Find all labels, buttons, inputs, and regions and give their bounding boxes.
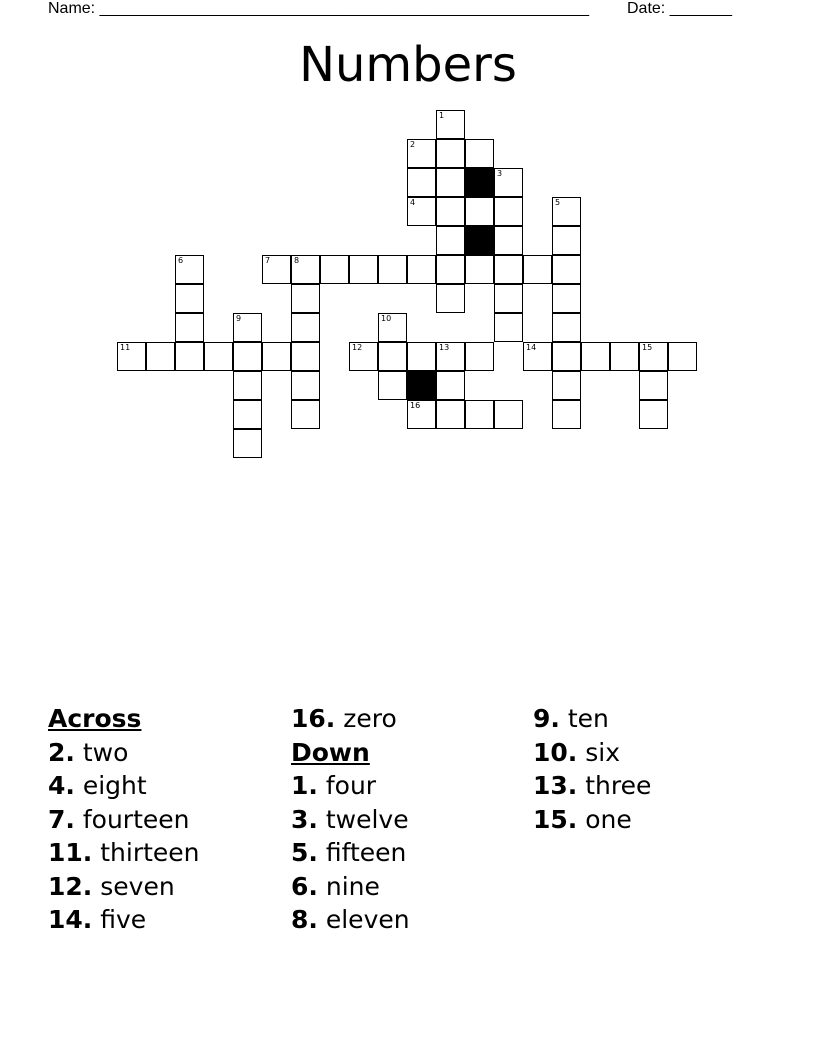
grid-cell[interactable]	[378, 255, 407, 284]
grid-cell[interactable]	[175, 255, 204, 284]
grid-cell[interactable]	[465, 255, 494, 284]
clue-column-1	[48, 702, 200, 937]
grid-cell[interactable]	[349, 255, 378, 284]
grid-cell[interactable]	[523, 342, 552, 371]
clue-down-6: 6. nine	[291, 871, 380, 901]
grid-cell[interactable]	[668, 342, 697, 371]
grid-cell[interactable]	[552, 371, 581, 400]
cell-number: 1	[439, 111, 445, 120]
grid-cell[interactable]	[233, 371, 262, 400]
grid-cell[interactable]	[581, 342, 610, 371]
grid-cell[interactable]	[407, 342, 436, 371]
grid-cell[interactable]	[117, 342, 146, 371]
grid-cell[interactable]	[552, 226, 581, 255]
grid-cell[interactable]	[465, 139, 494, 168]
grid-cell[interactable]	[320, 255, 349, 284]
grid-cell[interactable]	[494, 284, 523, 313]
across-heading: Across	[48, 704, 142, 733]
cell-number: 11	[120, 343, 131, 352]
grid-cell[interactable]	[291, 371, 320, 400]
clue-down-15: 15. one	[533, 804, 632, 834]
date-line: Date: _______	[627, 0, 732, 17]
grid-cell[interactable]	[523, 255, 552, 284]
clue-down-1: 1. four	[291, 771, 377, 800]
cell-number: 8	[294, 256, 300, 265]
grid-cell[interactable]	[494, 255, 523, 284]
grid-cell[interactable]	[262, 342, 291, 371]
grid-cell[interactable]	[291, 342, 320, 371]
down-heading: Down	[291, 737, 370, 767]
grid-cell[interactable]	[233, 429, 262, 458]
grid-cell[interactable]	[349, 342, 378, 371]
grid-cell[interactable]	[146, 342, 175, 371]
grid-cell[interactable]	[436, 197, 465, 226]
grid-cell[interactable]	[436, 400, 465, 429]
cell-number: 4	[410, 198, 416, 207]
clue-column-3	[533, 702, 651, 836]
clue-down-10: 10. six	[533, 737, 621, 767]
grid-cell[interactable]	[494, 197, 523, 226]
grid-cell[interactable]	[465, 342, 494, 371]
grid-cell[interactable]	[552, 313, 581, 342]
cell-number: 5	[555, 198, 561, 207]
grid-cell[interactable]	[552, 255, 581, 284]
grid-cell[interactable]	[552, 197, 581, 226]
clue-column-2	[291, 702, 410, 937]
clue-across-2: 2. two	[48, 737, 129, 767]
grid-cell[interactable]	[436, 255, 465, 284]
cell-number: 3	[497, 169, 503, 178]
name-line: Name: _______________________________________________________	[48, 0, 589, 17]
grid-cell[interactable]	[291, 284, 320, 313]
page-title: Numbers	[299, 37, 517, 93]
grid-cell[interactable]	[175, 284, 204, 313]
cell-number: 14	[526, 343, 537, 352]
grid-cell[interactable]	[291, 400, 320, 429]
grid-cell[interactable]	[494, 226, 523, 255]
cell-number: 15	[642, 343, 653, 352]
grid-cell[interactable]	[494, 168, 523, 197]
clue-down-8: 8. eleven	[291, 905, 410, 934]
cell-number: 10	[381, 314, 392, 323]
cell-number: 6	[178, 256, 184, 265]
grid-cell[interactable]	[494, 400, 523, 429]
clue-across-7: 7. fourteen	[48, 804, 190, 834]
grid-cell-black	[465, 226, 494, 255]
grid-cell[interactable]	[407, 197, 436, 226]
grid-cell[interactable]	[436, 371, 465, 400]
clue-across-12: 12. seven	[48, 871, 175, 901]
grid-cell[interactable]	[233, 342, 262, 371]
grid-cell[interactable]	[436, 342, 465, 371]
grid-cell[interactable]	[465, 400, 494, 429]
grid-cell[interactable]	[610, 342, 639, 371]
grid-cell[interactable]	[378, 371, 407, 400]
crossword-grid	[0, 0, 816, 480]
cell-number: 13	[439, 343, 450, 352]
grid-cell[interactable]	[291, 255, 320, 284]
grid-cell[interactable]	[378, 342, 407, 371]
grid-cell[interactable]	[436, 110, 465, 139]
grid-cell[interactable]	[204, 342, 233, 371]
grid-cell[interactable]	[407, 255, 436, 284]
grid-cell[interactable]	[436, 284, 465, 313]
grid-cell[interactable]	[552, 342, 581, 371]
clue-across-16: 16. zero	[291, 704, 397, 733]
cell-number: 7	[265, 256, 271, 265]
grid-cell[interactable]	[175, 342, 204, 371]
grid-cell-black	[465, 168, 494, 197]
cell-number: 16	[410, 401, 421, 410]
cell-number: 12	[352, 343, 363, 352]
grid-cell[interactable]	[639, 342, 668, 371]
clue-down-9: 9. ten	[533, 704, 609, 733]
clue-down-5: 5. fifteen	[291, 838, 407, 867]
grid-cell[interactable]	[436, 139, 465, 168]
grid-cell-black	[407, 371, 436, 400]
cell-number: 2	[410, 140, 416, 149]
grid-cell[interactable]	[639, 371, 668, 400]
grid-cell[interactable]	[436, 226, 465, 255]
grid-cell[interactable]	[233, 313, 262, 342]
grid-cell[interactable]	[175, 313, 204, 342]
clue-across-11: 11. thirteen	[48, 838, 200, 867]
grid-cell[interactable]	[407, 400, 436, 429]
grid-cell[interactable]	[552, 284, 581, 313]
grid-cell[interactable]	[494, 313, 523, 342]
grid-cell[interactable]	[436, 168, 465, 197]
grid-cell[interactable]	[262, 255, 291, 284]
grid-cell[interactable]	[407, 139, 436, 168]
grid-cell[interactable]	[407, 168, 436, 197]
grid-cell[interactable]	[465, 197, 494, 226]
clue-down-3: 3. twelve	[291, 804, 409, 834]
grid-cell[interactable]	[639, 400, 668, 429]
clue-across-14: 14. five	[48, 905, 147, 934]
grid-cell[interactable]	[378, 313, 407, 342]
grid-cell[interactable]	[552, 400, 581, 429]
cell-number: 9	[236, 314, 242, 323]
grid-cell[interactable]	[291, 313, 320, 342]
grid-cell[interactable]	[233, 400, 262, 429]
clue-down-13: 13. three	[533, 771, 652, 800]
clue-across-4: 4. eight	[48, 771, 147, 800]
